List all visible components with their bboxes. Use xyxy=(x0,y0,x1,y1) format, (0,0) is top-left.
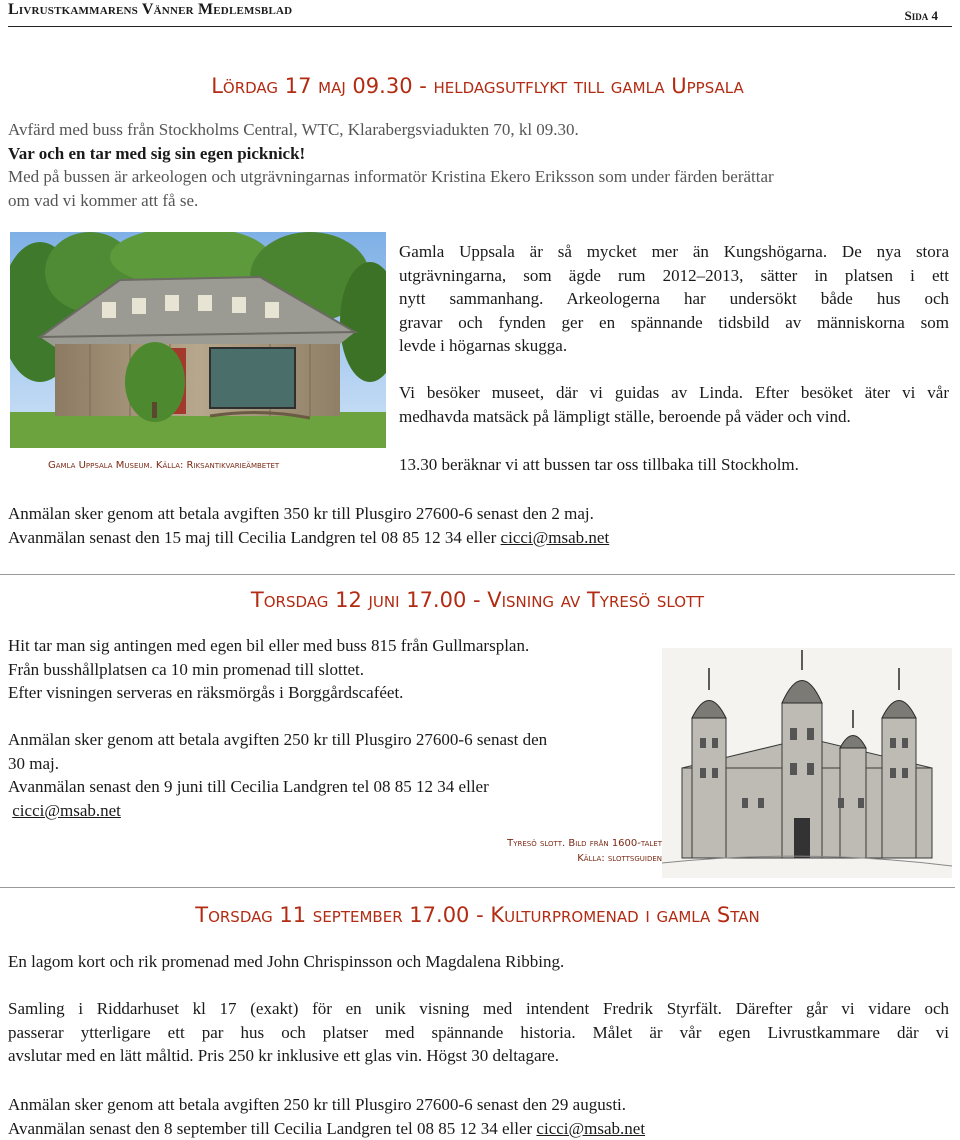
event-heading-tyreso: Torsdag 12 juni 17.00 - Visning av Tyresö slott xyxy=(250,588,705,612)
body-line: Avanmälan senast den 9 juni till Cecilia Landgren tel 08 85 12 34 eller xyxy=(8,777,489,796)
event-heading-gamla-uppsala: Lördag 17 maj 09.30 - heldagsutflykt till gamla Uppsala xyxy=(211,74,744,98)
intro-line: Med på bussen är arkeologen och utgrävningarnas informatör Kristina Ekero Eriksson som under färden berättar xyxy=(8,167,774,186)
castle-caption-line-2: Källa: slottsguiden xyxy=(577,853,662,864)
section-divider xyxy=(0,887,955,888)
description-line: utgrävningarna, som ägde rum 2012–2013, sätter in platsen i ett xyxy=(399,265,949,285)
description-line: gravar och fynden ger en spännande tidsbild av människorna som xyxy=(399,312,949,332)
email-link[interactable]: cicci@msab.net xyxy=(12,800,121,820)
signup-line: Anmälan sker genom att betala avgiften 250 kr till Plusgiro 27600-6 senast den 29 augusti. xyxy=(8,1095,627,1114)
body-line: 30 maj. xyxy=(8,753,59,773)
description-line: levde i högarnas skugga. xyxy=(399,336,568,355)
description-line: Vi besöker museet, där vi guidas av Linda. Efter besöket äter vi vår xyxy=(399,383,949,402)
page-header xyxy=(8,0,952,27)
return-time: 13.30 beräknar vi att bussen tar oss tillbaka till Stockholm. xyxy=(399,455,799,474)
newsletter-title: Livrustkammarens Vänner Medlemsblad xyxy=(8,1,293,18)
museum-photo xyxy=(10,232,386,448)
event-intro-gamla-stan: En lagom kort och rik promenad med John Chrispinsson och Magdalena Ribbing. xyxy=(8,952,565,971)
signup-gamla-uppsala xyxy=(8,502,952,549)
cancellation-text: Avanmälan senast den 15 maj till Cecilia Landgren tel 08 85 12 34 eller xyxy=(8,527,497,547)
intro-line-picnic: Var och en tar med sig sin egen picknick! xyxy=(8,143,306,163)
body-line: passerar ytterligare ett par hus och platser med spännande historia. Målet är vår egen Livrustkammare där vi xyxy=(8,1022,949,1042)
cancellation-text: Avanmälan senast den 8 september till Cecilia Landgren tel 08 85 12 34 eller xyxy=(8,1118,533,1138)
body-line: Efter visningen serveras en räksmörgås i Borggårdscaféet. xyxy=(8,683,404,702)
event-body-tyreso xyxy=(8,634,658,822)
event-body-gamla-stan xyxy=(8,997,949,1068)
body-line: Anmälan sker genom att betala avgiften 250 kr till Plusgiro 27600-6 senast den xyxy=(8,730,548,749)
description-line: Gamla Uppsala är så mycket mer än Kungshögarna. De nya stora xyxy=(399,242,949,261)
body-line: Samling i Riddarhuset kl 17 (exakt) för en unik visning med intendent Fredrik Styrfält. Därefter går vi vidare och xyxy=(8,999,949,1018)
museum-photo-illustration xyxy=(10,232,386,448)
email-link[interactable]: cicci@msab.net xyxy=(500,527,610,547)
description-line: nytt sammanhang. Arkeologerna har undersökt både hus och xyxy=(399,289,949,308)
body-line: Från busshållplatsen ca 10 min promenad till slottet. xyxy=(8,659,364,679)
signup-gamla-stan xyxy=(8,1093,952,1140)
cancellation-line xyxy=(8,526,952,550)
body-line: Hit tar man sig antingen med egen bil eller med buss 815 från Gullmarsplan. xyxy=(8,636,530,655)
castle-engraving xyxy=(662,648,952,878)
section-divider xyxy=(0,574,955,575)
intro-line: om vad vi kommer att få se. xyxy=(8,190,199,210)
signup-line: Anmälan sker genom att betala avgiften 350 kr till Plusgiro 27600-6 senast den 2 maj. xyxy=(8,504,594,523)
page-number: Sida 4 xyxy=(904,8,938,23)
body-line: avslutar med en lätt måltid. Pris 250 kr inklusive ett glas vin. Högst 30 deltagare. xyxy=(8,1046,559,1065)
event-description-gamla-uppsala xyxy=(399,240,949,428)
intro-line: Avfärd med buss från Stockholms Central, WTC, Klarabergsviadukten 70, kl 09.30. xyxy=(8,120,579,139)
castle-caption-line-1: Tyresö slott. Bild från 1600-talet xyxy=(507,838,662,849)
castle-engraving-illustration xyxy=(662,648,952,878)
museum-photo-caption: Gamla Uppsala Museum. Källa: Riksantikvarieämbetet xyxy=(48,460,280,471)
event-heading-gamla-stan: Torsdag 11 september 17.00 - Kulturpromenad i gamla Stan xyxy=(195,903,760,927)
email-link[interactable]: cicci@msab.net xyxy=(536,1118,646,1138)
description-line: medhavda matsäck på lämpligt ställe, beroende på väder och vind. xyxy=(399,406,851,426)
event-intro-gamla-uppsala xyxy=(8,118,952,212)
cancellation-line xyxy=(8,1117,952,1140)
